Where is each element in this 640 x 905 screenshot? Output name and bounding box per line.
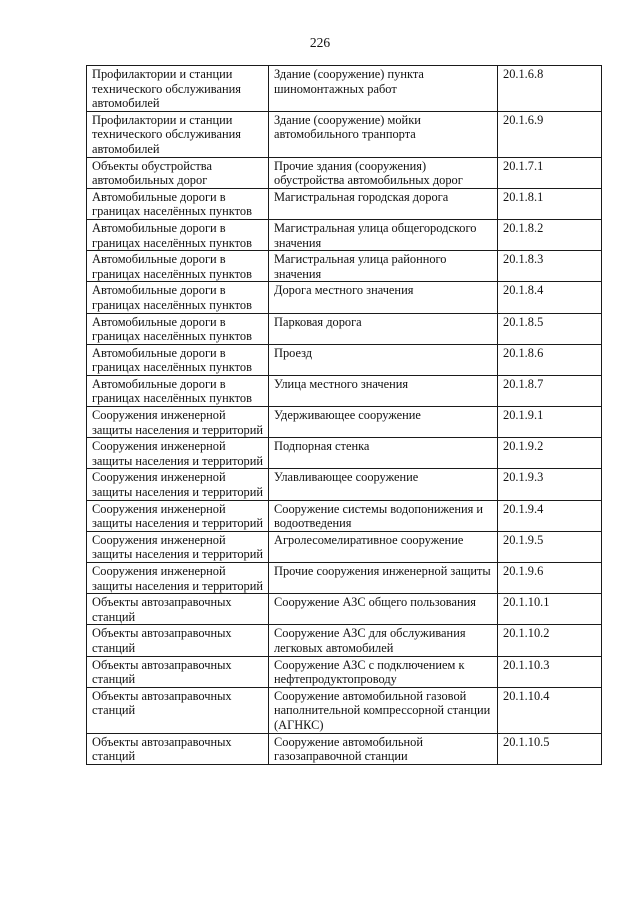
object-category-cell: Сооружения инженерной защиты населения и территорий bbox=[87, 438, 269, 469]
code-cell: 20.1.10.4 bbox=[498, 687, 602, 733]
object-category-cell: Сооружения инженерной защиты населения и территорий bbox=[87, 407, 269, 438]
object-type-cell: Сооружение автомобильной газозаправочной станции bbox=[269, 733, 498, 764]
code-cell: 20.1.6.8 bbox=[498, 66, 602, 112]
object-category-cell: Объекты автозаправочных станций bbox=[87, 625, 269, 656]
table-row bbox=[87, 407, 602, 438]
code-cell: 20.1.6.9 bbox=[498, 111, 602, 157]
object-type-cell: Магистральная улица общегородского значения bbox=[269, 219, 498, 250]
code-cell: 20.1.9.3 bbox=[498, 469, 602, 500]
code-cell: 20.1.8.1 bbox=[498, 188, 602, 219]
code-cell: 20.1.8.2 bbox=[498, 219, 602, 250]
code-cell: 20.1.9.6 bbox=[498, 563, 602, 594]
code-cell: 20.1.9.5 bbox=[498, 531, 602, 562]
object-category-cell: Автомобильные дороги в границах населённых пунктов bbox=[87, 375, 269, 406]
table-row bbox=[87, 219, 602, 250]
object-type-cell: Подпорная стенка bbox=[269, 438, 498, 469]
object-type-cell: Улавливающее сооружение bbox=[269, 469, 498, 500]
table-row bbox=[87, 500, 602, 531]
table-row bbox=[87, 531, 602, 562]
object-type-cell: Сооружение АЗС общего пользования bbox=[269, 594, 498, 625]
table-row bbox=[87, 625, 602, 656]
object-category-cell: Автомобильные дороги в границах населённых пунктов bbox=[87, 188, 269, 219]
table-row bbox=[87, 313, 602, 344]
object-category-cell: Сооружения инженерной защиты населения и территорий bbox=[87, 469, 269, 500]
object-type-cell: Здание (сооружение) пункта шиномонтажных работ bbox=[269, 66, 498, 112]
object-category-cell: Сооружения инженерной защиты населения и территорий bbox=[87, 563, 269, 594]
table-row bbox=[87, 656, 602, 687]
code-cell: 20.1.7.1 bbox=[498, 157, 602, 188]
object-type-cell: Агролесомелиративное сооружение bbox=[269, 531, 498, 562]
table-row bbox=[87, 251, 602, 282]
object-type-cell: Удерживающее сооружение bbox=[269, 407, 498, 438]
object-category-cell: Сооружения инженерной защиты населения и территорий bbox=[87, 500, 269, 531]
code-cell: 20.1.10.1 bbox=[498, 594, 602, 625]
code-cell: 20.1.10.5 bbox=[498, 733, 602, 764]
object-type-cell: Сооружение АЗС для обслуживания легковых автомобилей bbox=[269, 625, 498, 656]
code-cell: 20.1.8.7 bbox=[498, 375, 602, 406]
table-row bbox=[87, 111, 602, 157]
object-category-cell: Объекты автозаправочных станций bbox=[87, 594, 269, 625]
table-row bbox=[87, 469, 602, 500]
code-cell: 20.1.9.2 bbox=[498, 438, 602, 469]
object-category-cell: Сооружения инженерной защиты населения и территорий bbox=[87, 531, 269, 562]
object-type-cell: Здание (сооружение) мойки автомобильного транпорта bbox=[269, 111, 498, 157]
object-category-cell: Автомобильные дороги в границах населённых пунктов bbox=[87, 251, 269, 282]
object-category-cell: Объекты автозаправочных станций bbox=[87, 656, 269, 687]
table-row bbox=[87, 594, 602, 625]
code-cell: 20.1.9.1 bbox=[498, 407, 602, 438]
code-cell: 20.1.8.6 bbox=[498, 344, 602, 375]
table-row bbox=[87, 282, 602, 313]
object-category-cell: Автомобильные дороги в границах населённых пунктов bbox=[87, 219, 269, 250]
object-category-cell: Автомобильные дороги в границах населённых пунктов bbox=[87, 313, 269, 344]
code-cell: 20.1.9.4 bbox=[498, 500, 602, 531]
object-type-cell: Парковая дорога bbox=[269, 313, 498, 344]
object-type-cell: Магистральная улица районного значения bbox=[269, 251, 498, 282]
object-category-cell: Автомобильные дороги в границах населённых пунктов bbox=[87, 282, 269, 313]
object-type-cell: Сооружение АЗС с подключением к нефтепродуктопроводу bbox=[269, 656, 498, 687]
object-category-cell: Автомобильные дороги в границах населённых пунктов bbox=[87, 344, 269, 375]
object-category-cell: Профилактории и станции технического обслуживания автомобилей bbox=[87, 111, 269, 157]
table-row bbox=[87, 687, 602, 733]
table-row bbox=[87, 375, 602, 406]
registry-table bbox=[86, 65, 602, 765]
code-cell: 20.1.10.3 bbox=[498, 656, 602, 687]
object-category-cell: Объекты обустройства автомобильных дорог bbox=[87, 157, 269, 188]
object-category-cell: Объекты автозаправочных станций bbox=[87, 733, 269, 764]
object-category-cell: Объекты автозаправочных станций bbox=[87, 687, 269, 733]
code-cell: 20.1.8.4 bbox=[498, 282, 602, 313]
table-row bbox=[87, 157, 602, 188]
code-cell: 20.1.10.2 bbox=[498, 625, 602, 656]
object-type-cell: Сооружение системы водопонижения и водоотведения bbox=[269, 500, 498, 531]
table-row bbox=[87, 188, 602, 219]
table-row bbox=[87, 344, 602, 375]
code-cell: 20.1.8.3 bbox=[498, 251, 602, 282]
page-number: 226 bbox=[309, 35, 331, 50]
registry-table-body bbox=[87, 66, 602, 765]
table-row bbox=[87, 733, 602, 764]
object-type-cell: Магистральная городская дорога bbox=[269, 188, 498, 219]
table-row bbox=[87, 438, 602, 469]
object-type-cell: Дорога местного значения bbox=[269, 282, 498, 313]
object-type-cell: Прочие сооружения инженерной защиты bbox=[269, 563, 498, 594]
object-type-cell: Сооружение автомобильной газовой наполнительной компрессорной станции (АГНКС) bbox=[269, 687, 498, 733]
code-cell: 20.1.8.5 bbox=[498, 313, 602, 344]
object-type-cell: Прочие здания (сооружения) обустройства автомобильных дорог bbox=[269, 157, 498, 188]
object-type-cell: Улица местного значения bbox=[269, 375, 498, 406]
table-row bbox=[87, 66, 602, 112]
object-type-cell: Проезд bbox=[269, 344, 498, 375]
object-category-cell: Профилактории и станции технического обслуживания автомобилей bbox=[87, 66, 269, 112]
table-row bbox=[87, 563, 602, 594]
